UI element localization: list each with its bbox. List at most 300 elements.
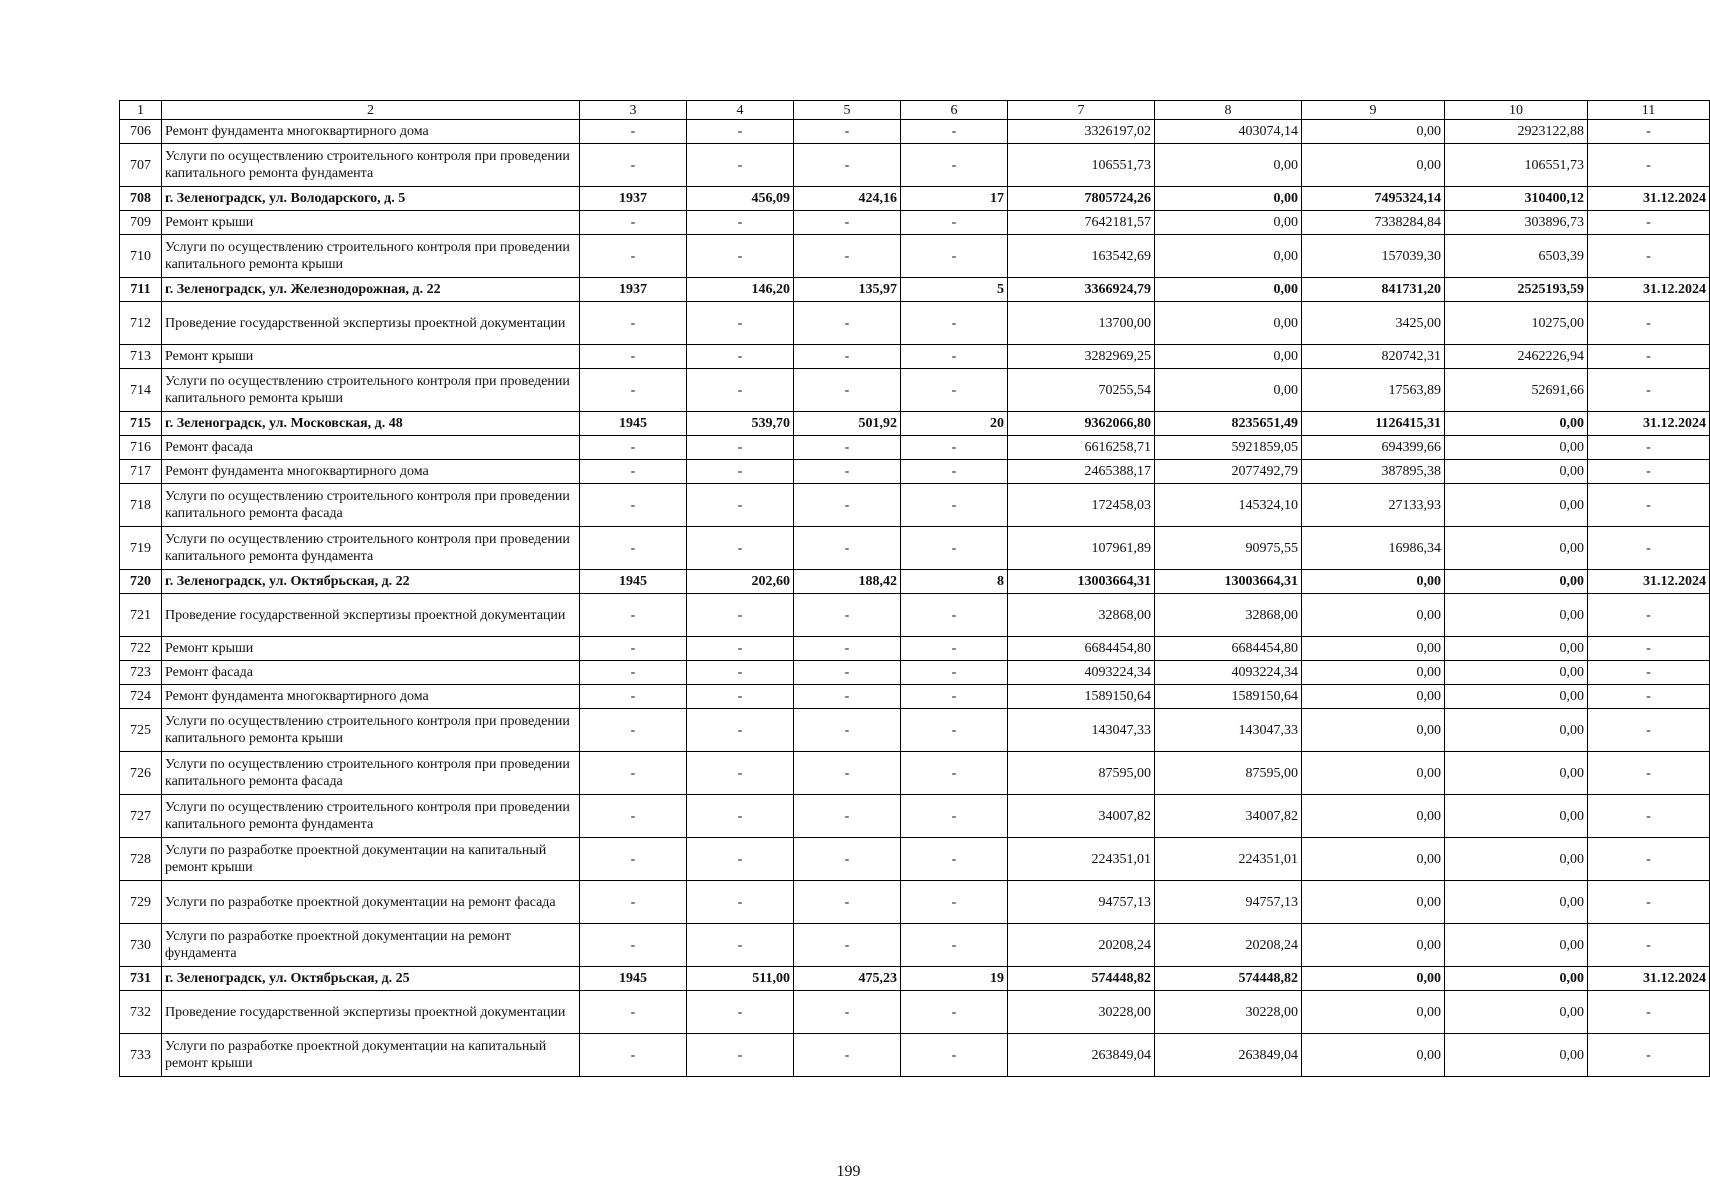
- area-total-cell: 456,09: [687, 187, 794, 211]
- residents-cell: -: [901, 991, 1008, 1034]
- area-living-cell: -: [794, 752, 901, 795]
- work-item-row: [120, 302, 1710, 345]
- row-number-cell: 725: [120, 709, 162, 752]
- area-living-cell: -: [794, 120, 901, 144]
- completion-date-cell: -: [1588, 1034, 1710, 1077]
- year-cell: -: [580, 235, 687, 278]
- cost-col-9-cell: 1126415,31: [1302, 412, 1445, 436]
- description-cell: г. Зеленоградск, ул. Володарского, д. 5: [162, 187, 580, 211]
- row-number-cell: 722: [120, 637, 162, 661]
- cost-col-9-cell: 0,00: [1302, 924, 1445, 967]
- area-total-cell: 511,00: [687, 967, 794, 991]
- completion-date-cell: -: [1588, 991, 1710, 1034]
- year-cell: -: [580, 795, 687, 838]
- total-cost-cell: 263849,04: [1008, 1034, 1155, 1077]
- row-number-cell: 708: [120, 187, 162, 211]
- cost-col-10-cell: 0,00: [1445, 991, 1588, 1034]
- residents-cell: -: [901, 345, 1008, 369]
- area-living-cell: -: [794, 302, 901, 345]
- residents-cell: -: [901, 120, 1008, 144]
- year-cell: -: [580, 637, 687, 661]
- column-number-11: 11: [1588, 101, 1710, 120]
- row-number-cell: 715: [120, 412, 162, 436]
- residents-cell: -: [901, 484, 1008, 527]
- cost-col-8-cell: 0,00: [1155, 187, 1302, 211]
- cost-col-9-cell: 7495324,14: [1302, 187, 1445, 211]
- house-address-row: [120, 570, 1710, 594]
- area-total-cell: -: [687, 661, 794, 685]
- cost-col-9-cell: 841731,20: [1302, 278, 1445, 302]
- residents-cell: -: [901, 235, 1008, 278]
- row-number-cell: 730: [120, 924, 162, 967]
- work-item-row: [120, 1034, 1710, 1077]
- cost-col-8-cell: 145324,10: [1155, 484, 1302, 527]
- area-living-cell: -: [794, 345, 901, 369]
- work-item-row: [120, 484, 1710, 527]
- work-item-row: [120, 120, 1710, 144]
- area-living-cell: 475,23: [794, 967, 901, 991]
- work-item-row: [120, 685, 1710, 709]
- area-living-cell: -: [794, 460, 901, 484]
- cost-col-10-cell: 10275,00: [1445, 302, 1588, 345]
- residents-cell: -: [901, 685, 1008, 709]
- area-total-cell: -: [687, 484, 794, 527]
- cost-col-10-cell: 0,00: [1445, 795, 1588, 838]
- cost-col-8-cell: 0,00: [1155, 302, 1302, 345]
- area-living-cell: -: [794, 709, 901, 752]
- residents-cell: 17: [901, 187, 1008, 211]
- row-number-cell: 711: [120, 278, 162, 302]
- description-cell: Услуги по разработке проектной документации на капитальный ремонт крыши: [162, 838, 580, 881]
- cost-col-10-cell: 0,00: [1445, 570, 1588, 594]
- residents-cell: -: [901, 709, 1008, 752]
- row-number-cell: 720: [120, 570, 162, 594]
- area-total-cell: -: [687, 345, 794, 369]
- cost-col-9-cell: 0,00: [1302, 795, 1445, 838]
- cost-col-10-cell: 0,00: [1445, 594, 1588, 637]
- description-cell: Услуги по осуществлению строительного контроля при проведении капитального ремонта фасада: [162, 752, 580, 795]
- column-number-4: 4: [687, 101, 794, 120]
- work-item-row: [120, 369, 1710, 412]
- year-cell: -: [580, 709, 687, 752]
- area-total-cell: -: [687, 709, 794, 752]
- work-item-row: [120, 881, 1710, 924]
- work-item-row: [120, 436, 1710, 460]
- area-total-cell: -: [687, 1034, 794, 1077]
- row-number-cell: 709: [120, 211, 162, 235]
- year-cell: 1945: [580, 570, 687, 594]
- year-cell: 1937: [580, 278, 687, 302]
- cost-col-9-cell: 0,00: [1302, 144, 1445, 187]
- area-living-cell: -: [794, 369, 901, 412]
- total-cost-cell: 143047,33: [1008, 709, 1155, 752]
- row-number-cell: 710: [120, 235, 162, 278]
- cost-col-10-cell: 310400,12: [1445, 187, 1588, 211]
- cost-col-9-cell: 0,00: [1302, 991, 1445, 1034]
- cost-col-10-cell: 0,00: [1445, 685, 1588, 709]
- total-cost-cell: 6684454,80: [1008, 637, 1155, 661]
- row-number-cell: 707: [120, 144, 162, 187]
- description-cell: Услуги по осуществлению строительного контроля при проведении капитального ремонта фундамента: [162, 144, 580, 187]
- completion-date-cell: 31.12.2024: [1588, 967, 1710, 991]
- total-cost-cell: 87595,00: [1008, 752, 1155, 795]
- cost-col-8-cell: 143047,33: [1155, 709, 1302, 752]
- cost-col-10-cell: 0,00: [1445, 752, 1588, 795]
- completion-date-cell: -: [1588, 302, 1710, 345]
- completion-date-cell: -: [1588, 594, 1710, 637]
- cost-col-10-cell: 0,00: [1445, 412, 1588, 436]
- total-cost-cell: 30228,00: [1008, 991, 1155, 1034]
- year-cell: -: [580, 484, 687, 527]
- column-number-2: 2: [162, 101, 580, 120]
- completion-date-cell: -: [1588, 484, 1710, 527]
- total-cost-cell: 163542,69: [1008, 235, 1155, 278]
- area-living-cell: -: [794, 1034, 901, 1077]
- area-total-cell: -: [687, 527, 794, 570]
- cost-col-10-cell: 0,00: [1445, 967, 1588, 991]
- cost-col-10-cell: 0,00: [1445, 460, 1588, 484]
- area-living-cell: -: [794, 881, 901, 924]
- work-item-row: [120, 795, 1710, 838]
- area-living-cell: 501,92: [794, 412, 901, 436]
- work-item-row: [120, 924, 1710, 967]
- total-cost-cell: 9362066,80: [1008, 412, 1155, 436]
- completion-date-cell: -: [1588, 436, 1710, 460]
- work-item-row: [120, 637, 1710, 661]
- house-address-row: [120, 187, 1710, 211]
- cost-col-9-cell: 0,00: [1302, 967, 1445, 991]
- cost-col-8-cell: 1589150,64: [1155, 685, 1302, 709]
- total-cost-cell: 106551,73: [1008, 144, 1155, 187]
- area-living-cell: -: [794, 484, 901, 527]
- column-number-8: 8: [1155, 101, 1302, 120]
- area-living-cell: 424,16: [794, 187, 901, 211]
- residents-cell: 8: [901, 570, 1008, 594]
- area-living-cell: -: [794, 924, 901, 967]
- cost-col-9-cell: 0,00: [1302, 661, 1445, 685]
- year-cell: -: [580, 345, 687, 369]
- year-cell: -: [580, 120, 687, 144]
- area-total-cell: -: [687, 924, 794, 967]
- cost-col-9-cell: 17563,89: [1302, 369, 1445, 412]
- house-address-row: [120, 278, 1710, 302]
- row-number-cell: 714: [120, 369, 162, 412]
- column-number-6: 6: [901, 101, 1008, 120]
- cost-col-9-cell: 820742,31: [1302, 345, 1445, 369]
- residents-cell: -: [901, 838, 1008, 881]
- description-cell: Услуги по осуществлению строительного контроля при проведении капитального ремонта крыши: [162, 709, 580, 752]
- year-cell: -: [580, 369, 687, 412]
- row-number-cell: 712: [120, 302, 162, 345]
- total-cost-cell: 13003664,31: [1008, 570, 1155, 594]
- cost-col-9-cell: 387895,38: [1302, 460, 1445, 484]
- residents-cell: -: [901, 211, 1008, 235]
- cost-col-8-cell: 90975,55: [1155, 527, 1302, 570]
- cost-col-9-cell: 0,00: [1302, 752, 1445, 795]
- area-living-cell: -: [794, 235, 901, 278]
- area-total-cell: -: [687, 120, 794, 144]
- year-cell: -: [580, 594, 687, 637]
- total-cost-cell: 107961,89: [1008, 527, 1155, 570]
- cost-col-10-cell: 0,00: [1445, 709, 1588, 752]
- area-living-cell: 188,42: [794, 570, 901, 594]
- year-cell: -: [580, 144, 687, 187]
- cost-col-8-cell: 30228,00: [1155, 991, 1302, 1034]
- total-cost-cell: 70255,54: [1008, 369, 1155, 412]
- cost-col-9-cell: 0,00: [1302, 120, 1445, 144]
- cost-col-8-cell: 224351,01: [1155, 838, 1302, 881]
- cost-col-8-cell: 2077492,79: [1155, 460, 1302, 484]
- cost-col-9-cell: 0,00: [1302, 881, 1445, 924]
- row-number-cell: 732: [120, 991, 162, 1034]
- residents-cell: -: [901, 752, 1008, 795]
- year-cell: -: [580, 881, 687, 924]
- cost-col-8-cell: 0,00: [1155, 345, 1302, 369]
- work-item-row: [120, 527, 1710, 570]
- year-cell: -: [580, 752, 687, 795]
- total-cost-cell: 7805724,26: [1008, 187, 1155, 211]
- description-cell: Услуги по осуществлению строительного контроля при проведении капитального ремонта фундамента: [162, 527, 580, 570]
- area-total-cell: 202,60: [687, 570, 794, 594]
- cost-col-9-cell: 157039,30: [1302, 235, 1445, 278]
- year-cell: -: [580, 991, 687, 1034]
- cost-col-9-cell: 0,00: [1302, 594, 1445, 637]
- cost-col-8-cell: 263849,04: [1155, 1034, 1302, 1077]
- column-number-1: 1: [120, 101, 162, 120]
- row-number-cell: 719: [120, 527, 162, 570]
- area-total-cell: -: [687, 795, 794, 838]
- year-cell: -: [580, 924, 687, 967]
- work-item-row: [120, 709, 1710, 752]
- cost-col-9-cell: 0,00: [1302, 685, 1445, 709]
- area-total-cell: -: [687, 594, 794, 637]
- residents-cell: -: [901, 460, 1008, 484]
- total-cost-cell: 574448,82: [1008, 967, 1155, 991]
- area-total-cell: -: [687, 436, 794, 460]
- total-cost-cell: 3366924,79: [1008, 278, 1155, 302]
- area-living-cell: -: [794, 527, 901, 570]
- residents-cell: 20: [901, 412, 1008, 436]
- residents-cell: -: [901, 436, 1008, 460]
- cost-col-10-cell: 6503,39: [1445, 235, 1588, 278]
- row-number-cell: 724: [120, 685, 162, 709]
- row-number-cell: 706: [120, 120, 162, 144]
- work-item-row: [120, 144, 1710, 187]
- description-cell: Услуги по осуществлению строительного контроля при проведении капитального ремонта крыши: [162, 235, 580, 278]
- description-cell: г. Зеленоградск, ул. Московская, д. 48: [162, 412, 580, 436]
- row-number-cell: 721: [120, 594, 162, 637]
- house-address-row: [120, 412, 1710, 436]
- cost-col-8-cell: 574448,82: [1155, 967, 1302, 991]
- completion-date-cell: -: [1588, 838, 1710, 881]
- year-cell: -: [580, 685, 687, 709]
- area-living-cell: -: [794, 685, 901, 709]
- description-cell: Услуги по осуществлению строительного контроля при проведении капитального ремонта фасада: [162, 484, 580, 527]
- area-living-cell: -: [794, 144, 901, 187]
- area-total-cell: -: [687, 460, 794, 484]
- row-number-cell: 713: [120, 345, 162, 369]
- work-item-row: [120, 594, 1710, 637]
- description-cell: г. Зеленоградск, ул. Октябрьская, д. 22: [162, 570, 580, 594]
- description-cell: Услуги по разработке проектной документации на ремонт фасада: [162, 881, 580, 924]
- area-living-cell: -: [794, 795, 901, 838]
- row-number-cell: 723: [120, 661, 162, 685]
- row-number-cell: 726: [120, 752, 162, 795]
- area-total-cell: -: [687, 881, 794, 924]
- year-cell: -: [580, 1034, 687, 1077]
- total-cost-cell: 94757,13: [1008, 881, 1155, 924]
- cost-col-9-cell: 0,00: [1302, 570, 1445, 594]
- cost-col-8-cell: 87595,00: [1155, 752, 1302, 795]
- residents-cell: 19: [901, 967, 1008, 991]
- house-address-row: [120, 967, 1710, 991]
- residents-cell: -: [901, 144, 1008, 187]
- area-total-cell: 146,20: [687, 278, 794, 302]
- area-living-cell: -: [794, 436, 901, 460]
- cost-col-10-cell: 0,00: [1445, 838, 1588, 881]
- year-cell: 1937: [580, 187, 687, 211]
- year-cell: -: [580, 460, 687, 484]
- residents-cell: -: [901, 924, 1008, 967]
- area-total-cell: -: [687, 235, 794, 278]
- work-item-row: [120, 661, 1710, 685]
- description-cell: Ремонт фундамента многоквартирного дома: [162, 685, 580, 709]
- description-cell: Услуги по разработке проектной документации на ремонт фундамента: [162, 924, 580, 967]
- completion-date-cell: -: [1588, 637, 1710, 661]
- completion-date-cell: -: [1588, 235, 1710, 278]
- description-cell: Проведение государственной экспертизы проектной документации: [162, 991, 580, 1034]
- cost-col-10-cell: 303896,73: [1445, 211, 1588, 235]
- total-cost-cell: 224351,01: [1008, 838, 1155, 881]
- residents-cell: -: [901, 302, 1008, 345]
- cost-col-10-cell: 0,00: [1445, 436, 1588, 460]
- row-number-cell: 733: [120, 1034, 162, 1077]
- cost-col-10-cell: 0,00: [1445, 881, 1588, 924]
- area-living-cell: -: [794, 838, 901, 881]
- description-cell: г. Зеленоградск, ул. Железнодорожная, д. 22: [162, 278, 580, 302]
- column-number-5: 5: [794, 101, 901, 120]
- cost-col-8-cell: 4093224,34: [1155, 661, 1302, 685]
- description-cell: Проведение государственной экспертизы проектной документации: [162, 302, 580, 345]
- area-total-cell: -: [687, 144, 794, 187]
- residents-cell: -: [901, 527, 1008, 570]
- total-cost-cell: 34007,82: [1008, 795, 1155, 838]
- total-cost-cell: 172458,03: [1008, 484, 1155, 527]
- area-living-cell: -: [794, 637, 901, 661]
- area-living-cell: -: [794, 661, 901, 685]
- completion-date-cell: -: [1588, 795, 1710, 838]
- work-item-row: [120, 838, 1710, 881]
- completion-date-cell: -: [1588, 527, 1710, 570]
- completion-date-cell: 31.12.2024: [1588, 187, 1710, 211]
- residents-cell: -: [901, 637, 1008, 661]
- cost-col-10-cell: 0,00: [1445, 924, 1588, 967]
- cost-col-8-cell: 6684454,80: [1155, 637, 1302, 661]
- area-total-cell: 539,70: [687, 412, 794, 436]
- cost-col-8-cell: 0,00: [1155, 235, 1302, 278]
- column-number-7: 7: [1008, 101, 1155, 120]
- cost-col-8-cell: 8235651,49: [1155, 412, 1302, 436]
- completion-date-cell: -: [1588, 881, 1710, 924]
- page-number: 199: [836, 1163, 861, 1180]
- area-living-cell: -: [794, 991, 901, 1034]
- residents-cell: -: [901, 795, 1008, 838]
- total-cost-cell: 32868,00: [1008, 594, 1155, 637]
- year-cell: -: [580, 436, 687, 460]
- total-cost-cell: 4093224,34: [1008, 661, 1155, 685]
- work-item-row: [120, 752, 1710, 795]
- area-total-cell: -: [687, 752, 794, 795]
- cost-col-10-cell: 2462226,94: [1445, 345, 1588, 369]
- column-number-header-row: [120, 101, 1710, 120]
- description-cell: Услуги по осуществлению строительного контроля при проведении капитального ремонта фундамента: [162, 795, 580, 838]
- cost-col-9-cell: 0,00: [1302, 637, 1445, 661]
- year-cell: -: [580, 211, 687, 235]
- completion-date-cell: 31.12.2024: [1588, 570, 1710, 594]
- cost-col-9-cell: 0,00: [1302, 1034, 1445, 1077]
- year-cell: 1945: [580, 967, 687, 991]
- description-cell: Ремонт фасада: [162, 436, 580, 460]
- area-total-cell: -: [687, 369, 794, 412]
- work-item-row: [120, 235, 1710, 278]
- description-cell: Ремонт фундамента многоквартирного дома: [162, 460, 580, 484]
- residents-cell: 5: [901, 278, 1008, 302]
- description-cell: Услуги по разработке проектной документации на капитальный ремонт крыши: [162, 1034, 580, 1077]
- residents-cell: -: [901, 1034, 1008, 1077]
- residents-cell: -: [901, 369, 1008, 412]
- cost-col-10-cell: 2525193,59: [1445, 278, 1588, 302]
- cost-col-9-cell: 3425,00: [1302, 302, 1445, 345]
- column-number-10: 10: [1445, 101, 1588, 120]
- completion-date-cell: -: [1588, 685, 1710, 709]
- completion-date-cell: -: [1588, 661, 1710, 685]
- cost-col-8-cell: 94757,13: [1155, 881, 1302, 924]
- area-total-cell: -: [687, 685, 794, 709]
- area-living-cell: -: [794, 211, 901, 235]
- residents-cell: -: [901, 881, 1008, 924]
- row-number-cell: 727: [120, 795, 162, 838]
- column-number-3: 3: [580, 101, 687, 120]
- description-cell: Услуги по осуществлению строительного контроля при проведении капитального ремонта крыши: [162, 369, 580, 412]
- description-cell: г. Зеленоградск, ул. Октябрьская, д. 25: [162, 967, 580, 991]
- cost-col-10-cell: 0,00: [1445, 527, 1588, 570]
- cost-col-9-cell: 0,00: [1302, 709, 1445, 752]
- description-cell: Ремонт крыши: [162, 211, 580, 235]
- area-total-cell: -: [687, 211, 794, 235]
- total-cost-cell: 3282969,25: [1008, 345, 1155, 369]
- row-number-cell: 717: [120, 460, 162, 484]
- cost-col-10-cell: 106551,73: [1445, 144, 1588, 187]
- area-living-cell: -: [794, 594, 901, 637]
- cost-col-8-cell: 403074,14: [1155, 120, 1302, 144]
- cost-col-8-cell: 0,00: [1155, 369, 1302, 412]
- total-cost-cell: 1589150,64: [1008, 685, 1155, 709]
- cost-col-8-cell: 0,00: [1155, 144, 1302, 187]
- row-number-cell: 729: [120, 881, 162, 924]
- completion-date-cell: 31.12.2024: [1588, 412, 1710, 436]
- cost-col-9-cell: 694399,66: [1302, 436, 1445, 460]
- completion-date-cell: -: [1588, 460, 1710, 484]
- completion-date-cell: -: [1588, 924, 1710, 967]
- area-total-cell: -: [687, 838, 794, 881]
- residents-cell: -: [901, 661, 1008, 685]
- description-cell: Ремонт крыши: [162, 637, 580, 661]
- completion-date-cell: -: [1588, 752, 1710, 795]
- total-cost-cell: 3326197,02: [1008, 120, 1155, 144]
- cost-col-8-cell: 32868,00: [1155, 594, 1302, 637]
- completion-date-cell: -: [1588, 144, 1710, 187]
- total-cost-cell: 6616258,71: [1008, 436, 1155, 460]
